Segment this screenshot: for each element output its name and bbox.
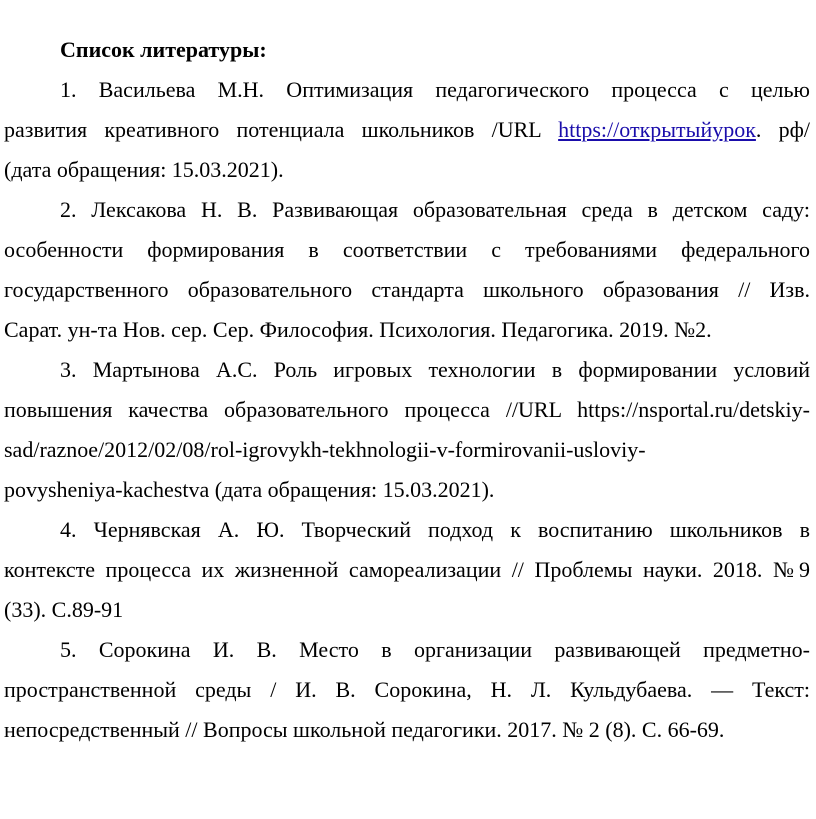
page-title: Список литературы: bbox=[60, 37, 267, 62]
reference-item-4 bbox=[4, 510, 810, 630]
reference-5-line-1: 5. Сорокина И. В. Место в организации развивающей предметно- bbox=[60, 637, 810, 662]
reference-2-line-2: особенности формирования в соответствии с требованиями федерального bbox=[4, 237, 810, 262]
reference-2-line-1: 2. Лексакова Н. В. Развивающая образовательная среда в детском саду: bbox=[60, 197, 810, 222]
reference-3-line-2: повышения качества образовательного процесса //URL https://nsportal.ru/detskiy- bbox=[4, 397, 810, 422]
reference-3-line-4: povysheniya-kachestva (дата обращения: 15.03.2021). bbox=[4, 477, 495, 502]
reference-5-line-3: непосредственный // Вопросы школьной педагогики. 2017. № 2 (8). С. 66-69. bbox=[4, 717, 725, 742]
reference-5-line-2: пространственной среды / И. В. Сорокина, Н. Л. Кульдубаева. — Текст: bbox=[4, 677, 810, 702]
reference-1-link[interactable]: https://открытыйурок bbox=[558, 117, 756, 142]
reference-item-5 bbox=[4, 630, 810, 750]
reference-3-line-1: 3. Мартынова А.С. Роль игровых технологии в формировании условий bbox=[60, 357, 810, 382]
reference-1-line-3: (дата обращения: 15.03.2021). bbox=[4, 157, 284, 182]
reference-1-line-2 bbox=[4, 110, 810, 150]
reference-1-line-1: 1. Васильева М.Н. Оптимизация педагогического процесса с целью bbox=[60, 77, 810, 102]
reference-4-line-1: 4. Чернявская А. Ю. Творческий подход к воспитанию школьников в bbox=[60, 517, 810, 542]
reference-4-line-2: контексте процесса их жизненной самореализации // Проблемы науки. 2018. №9 bbox=[4, 557, 810, 582]
reference-3-line-3: sad/raznoe/2012/02/08/rol-igrovykh-tekhnologii-v-formirovanii-usloviy- bbox=[4, 437, 646, 462]
reference-4-line-3: (33). С.89-91 bbox=[4, 597, 124, 622]
reference-2-line-3: государственного образовательного стандарта школьного образования // Изв. bbox=[4, 277, 810, 302]
reference-1-line-2-text: развития креативного потенциала школьников /URL bbox=[4, 117, 559, 142]
reference-1-line-2-tail: . рф/ bbox=[755, 117, 810, 142]
reference-item-1 bbox=[4, 70, 810, 190]
reference-2-line-4: Сарат. ун-та Нов. сер. Сер. Философия. Психология. Педагогика. 2019. №2. bbox=[4, 317, 712, 342]
reference-item-2 bbox=[4, 190, 810, 350]
reference-item-3 bbox=[4, 350, 810, 510]
